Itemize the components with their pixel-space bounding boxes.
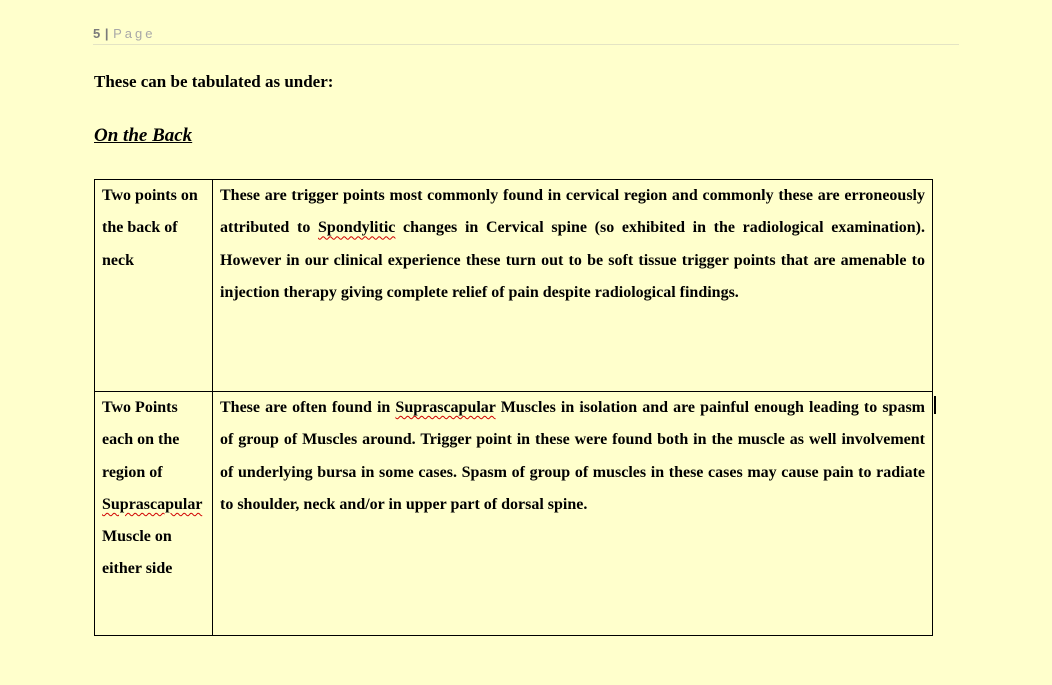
- text-cursor: [934, 396, 936, 414]
- page-header: [93, 26, 959, 45]
- section-title: On the Back: [94, 125, 193, 146]
- page-label: Page: [113, 26, 156, 41]
- row-label: [95, 180, 213, 392]
- row-description: [213, 180, 933, 392]
- row-label: [95, 392, 213, 636]
- table-row: [95, 392, 933, 636]
- row-description-text: changes in Cervical spine (so exhibited in the radiological examination). However in our clinical experience these turn out to be soft tissue trigger points that are amenable to injection therapy giving complete relief of pain despite radiological findings.: [220, 219, 926, 301]
- row-label-text: Two Points each on the region of: [102, 399, 180, 481]
- trigger-points-table: [94, 179, 933, 636]
- row-description: [213, 392, 933, 636]
- row-description-text: Muscles in isolation and are painful enough leading to spasm of group of Muscles around. Trigger point in these were found both in the muscle as well involvement of underlying bursa in some cases. Spasm of group of muscles in these cases may cause pain to radiate to shoulder, neck and/or in upper part of dorsal spine.: [220, 399, 926, 513]
- row-label-text: Two points on the back of neck: [102, 187, 198, 269]
- spelling-flagged-word[interactable]: Spondylitic: [318, 219, 396, 237]
- spelling-flagged-word[interactable]: Suprascapular: [102, 495, 203, 513]
- page-separator: |: [104, 26, 109, 41]
- row-description-text: These are trigger points most commonly found in cervical region and commonly these are erroneously attributed to: [220, 187, 925, 237]
- intro-text: These can be tabulated as under:: [94, 72, 334, 91]
- row-label-text: Muscle on either side: [102, 528, 173, 578]
- row-description-text: These are often found in: [220, 399, 396, 416]
- page-number: 5: [93, 26, 101, 41]
- spelling-flagged-word[interactable]: Suprascapular: [395, 399, 496, 416]
- table-row: [95, 180, 933, 392]
